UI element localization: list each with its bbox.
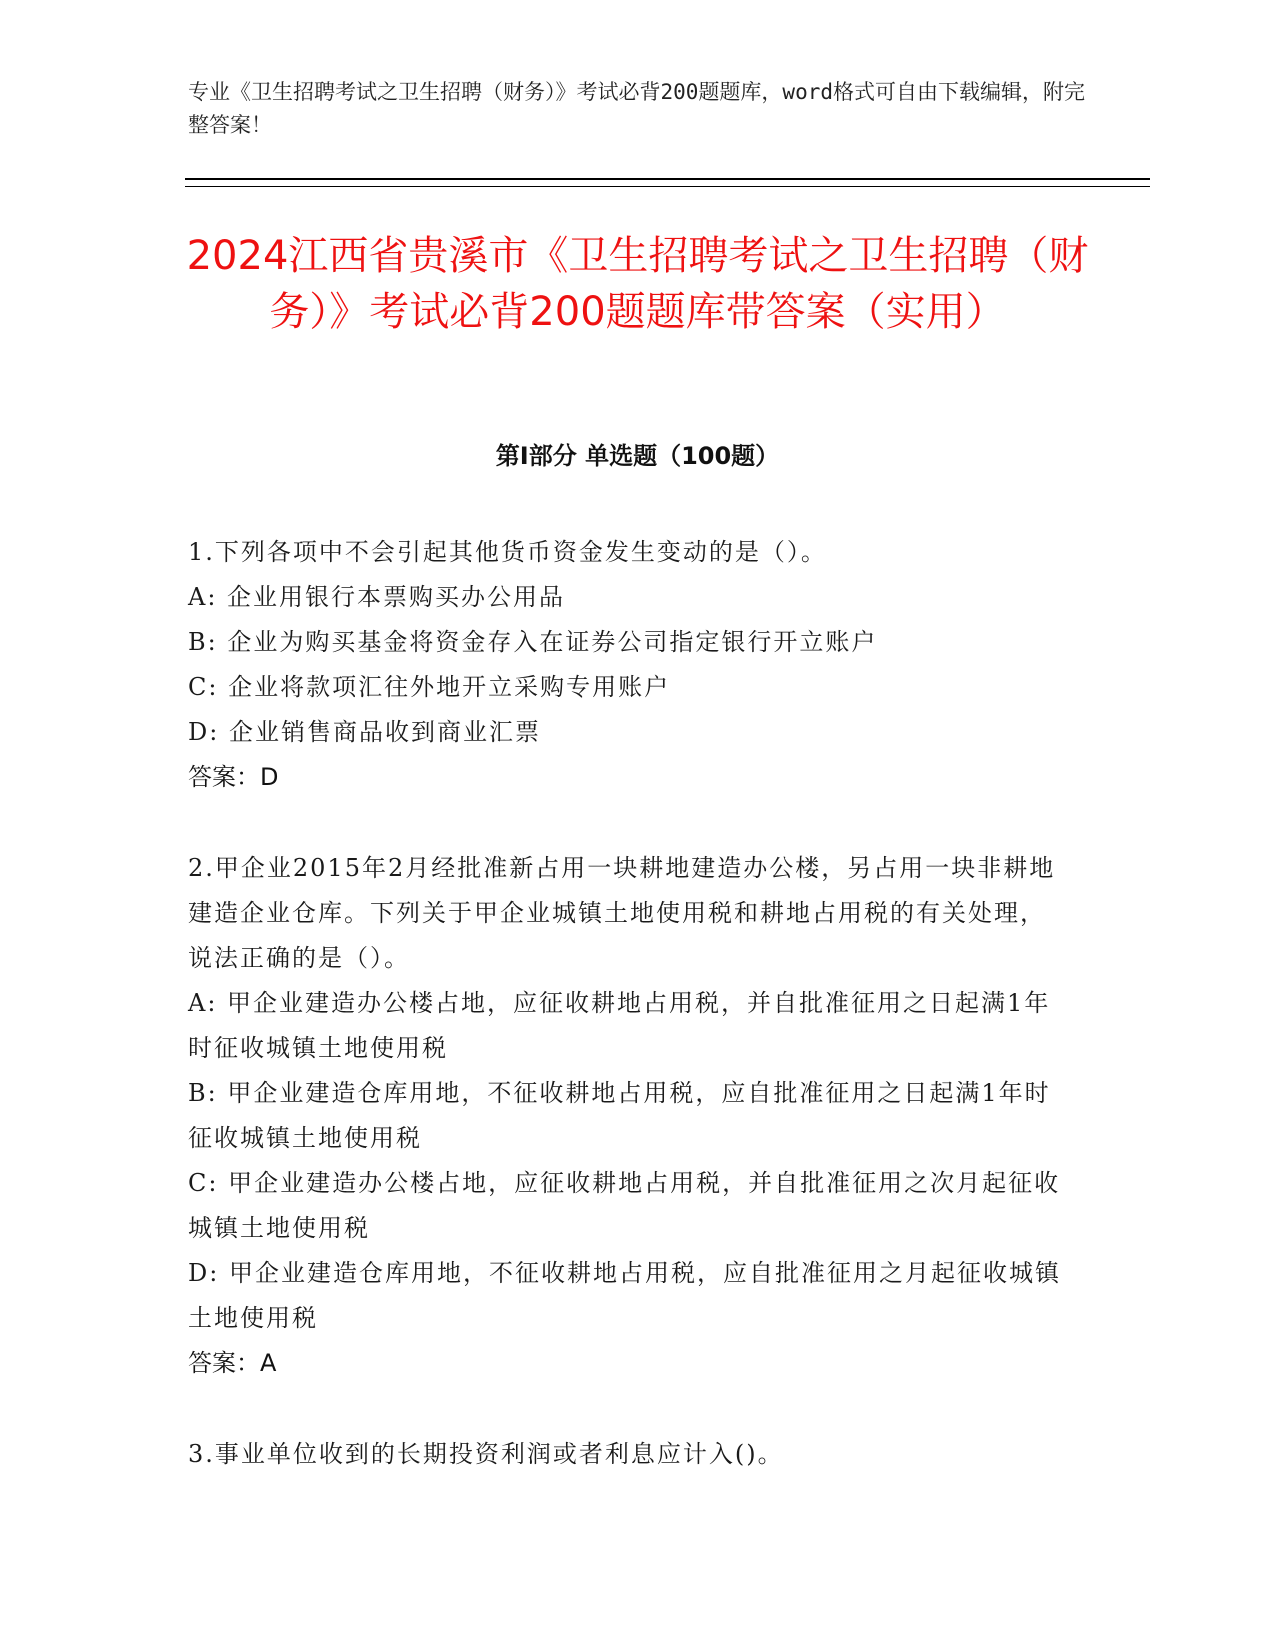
question-2 <box>188 846 1068 1386</box>
section-heading: 第I部分 单选题（100题） <box>495 442 780 470</box>
header-rule-thin <box>185 186 1150 187</box>
option-c: C: 企业将款项汇往外地开立采购专用账户 <box>188 673 671 701</box>
option-b: B: 企业为购买基金将资金存入在证券公司指定银行开立账户 <box>188 628 878 656</box>
answer: 答案：A <box>188 1349 277 1377</box>
answer: 答案：D <box>188 763 279 791</box>
question-stem: 1.下列各项中不会引起其他货币资金发生变动的是（）。 <box>188 538 827 566</box>
question-stem: 2.甲企业2015年2月经批准新占用一块耕地建造办公楼，另占用一块非耕地建造企业仓库。下列关于甲企业城镇土地使用税和耕地占用税的有关处理，说法正确的是（）。 <box>188 854 1056 972</box>
option-c: C: 甲企业建造办公楼占地，应征收耕地占用税，并自批准征用之次月起征收城镇土地使用税 <box>188 1169 1061 1242</box>
question-3 <box>188 1432 1068 1477</box>
question-1 <box>188 530 1068 800</box>
header-note: 专业《卫生招聘考试之卫生招聘（财务）》考试必背200题题库，word格式可自由下载编辑，附完整答案！ <box>188 80 1085 137</box>
question-stem: 3.事业单位收到的长期投资利润或者利息应计入()。 <box>188 1440 784 1468</box>
option-a: A: 企业用银行本票购买办公用品 <box>188 583 566 611</box>
header-rule-thick <box>185 178 1150 180</box>
question-list <box>188 530 1068 1523</box>
document-title: 2024江西省贵溪市《卫生招聘考试之卫生招聘（财务）》考试必背200题题库带答案（实用） <box>186 233 1089 335</box>
option-d: D: 企业销售商品收到商业汇票 <box>188 718 541 746</box>
option-a: A: 甲企业建造办公楼占地，应征收耕地占用税，并自批准征用之日起满1年时征收城镇土地使用税 <box>188 989 1051 1062</box>
option-d: D: 甲企业建造仓库用地，不征收耕地占用税，应自批准征用之月起征收城镇土地使用税 <box>188 1259 1061 1332</box>
option-b: B: 甲企业建造仓库用地，不征收耕地占用税，应自批准征用之日起满1年时征收城镇土地使用税 <box>188 1079 1051 1152</box>
